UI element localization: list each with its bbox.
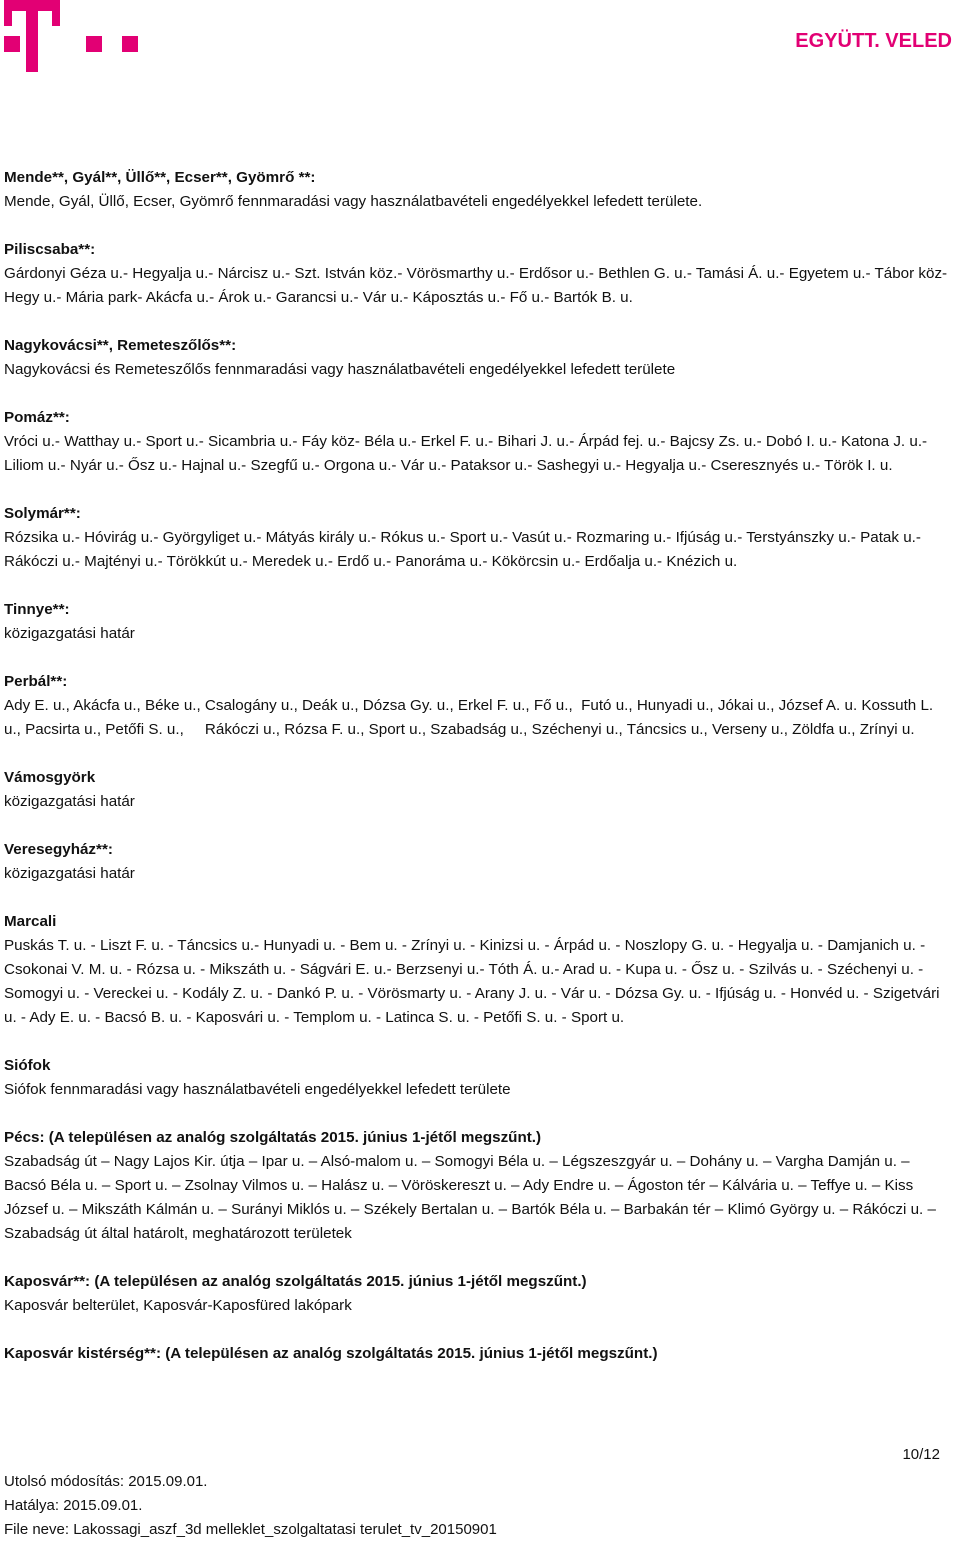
- section-body: közigazgatási határ: [4, 865, 135, 882]
- section-title: Pomáz**:: [4, 409, 70, 426]
- section-title: Perbál**:: [4, 673, 68, 690]
- section-body: Rózsika u.- Hóvirág u.- Györgyliget u.- Mátyás király u.- Rókus u.- Sport u.- Vasút u.- Rozmaring u.- Ifjúság u.- Terstyánszky u.- Patak u.- Rákóczi u.- Majtényi u.- Törökkút u.- Meredek u.- Erdő u.- Panoráma u.- Kökörcsin u.- Erdőalja u.- Knézich u.: [4, 529, 921, 570]
- section-marcali: [4, 910, 948, 1030]
- section-title: Veresegyház**:: [4, 841, 113, 858]
- section-body: Nagykovácsi és Remeteszőlős fennmaradási vagy használatbavételi engedélyekkel lefedett területe: [4, 361, 676, 378]
- section-title: Mende**, Gyál**, Üllő**, Ecser**, Gyömrő **:: [4, 169, 316, 186]
- file-name: File neve: Lakossagi_aszf_3d melleklet_szolgaltatasi terulet_tv_20150901: [4, 1521, 497, 1538]
- section-title: Kaposvár kistérség**: (A településen az analóg szolgáltatás 2015. június 1-jétől megszűnt.): [4, 1345, 658, 1362]
- section-piliscsaba: [4, 238, 948, 310]
- section-body: közigazgatási határ: [4, 793, 135, 810]
- section-vamosgyork: [4, 766, 948, 814]
- section-title: Solymár**:: [4, 505, 81, 522]
- last-modified-date: Utolsó módosítás: 2015.09.01.: [4, 1473, 208, 1490]
- section-body: Kaposvár belterület, Kaposvár-Kaposfüred lakópark: [4, 1297, 352, 1314]
- section-body: Gárdonyi Géza u.- Hegyalja u.- Nárcisz u.- Szt. István köz.- Vörösmarthy u.- Erdősor u.- Bethlen G. u.- Tamási Á. u.- Egyetem u.- Tábor köz- Hegy u.- Mária park- Akácfa u.- Árok u.- Garancsi u.- Vár u.- Káposztás u.- Fő u.- Bartók B. u.: [4, 265, 948, 306]
- brand-slogan: EGYÜTT. VELED: [795, 30, 952, 52]
- section-title: Pécs: (A településen az analóg szolgáltatás 2015. június 1-jétől megszűnt.): [4, 1129, 542, 1146]
- section-perbal: [4, 670, 948, 742]
- section-mende: [4, 166, 948, 214]
- section-nagykovacsi: [4, 334, 948, 382]
- coverage-area-list: [4, 166, 948, 1390]
- section-title: Piliscsaba**:: [4, 241, 96, 258]
- section-body: Mende, Gyál, Üllő, Ecser, Gyömrő fennmaradási vagy használatbavételi engedélyekkel lefedett területe.: [4, 193, 703, 210]
- page-number: 10/12: [902, 1446, 940, 1463]
- effective-date: Hatálya: 2015.09.01.: [4, 1497, 143, 1514]
- section-veresegyhaz: [4, 838, 948, 886]
- section-body: Ady E. u., Akácfa u., Béke u., Csalogány u., Deák u., Dózsa Gy. u., Erkel F. u., Fő u., Futó u., Hunyadi u., Jókai u., József A. u. Kossuth L. u., Pacsirta u., Petőfi S. u., Rákóczi u., Rózsa F. u., Sport u., Szabadság u., Széchenyi u., Táncsics u., Verseny u., Zöldfa u., Zrínyi u.: [4, 697, 938, 738]
- section-title: Tinnye**:: [4, 601, 70, 618]
- section-body: közigazgatási határ: [4, 625, 135, 642]
- section-siofok: [4, 1054, 948, 1102]
- telekom-logo-icon: [0, 0, 150, 80]
- section-pecs: [4, 1126, 948, 1246]
- section-body: Siófok fennmaradási vagy használatbavételi engedélyekkel lefedett területe: [4, 1081, 511, 1098]
- section-kaposvar: [4, 1270, 948, 1318]
- section-body: Puskás T. u. - Liszt F. u. - Táncsics u.- Hunyadi u. - Bem u. - Zrínyi u. - Kinizsi u. - Árpád u. - Noszlopy G. u. - Hegyalja u. - Damjanich u. - Csokonai V. M. u. - Rózsa u. - Mikszáth u. - Ságvári E. u.- Berzsenyi u.- Tóth Á. u.- Arad u. - Kupa u. - Ősz u. - Szilvás u. - Széchenyi u. - Somogyi u. - Vereckei u. - Kodály Z. u. - Dankó P. u. - Vörösmarty u. - Arany J. u. - Vár u. - Dózsa Gy. u. - Ifjúság u. - Honvéd u. - Szigetvári u. - Ady E. u. - Bacsó B. u. - Kaposvári u. - Templom u. - Latinca S. u. - Petőfi S. u. - Sport u.: [4, 937, 940, 1026]
- section-tinnye: [4, 598, 948, 646]
- section-pomaz: [4, 406, 948, 478]
- section-title: Siófok: [4, 1057, 51, 1074]
- section-solymar: [4, 502, 948, 574]
- section-title: Nagykovácsi**, Remeteszőlős**:: [4, 337, 237, 354]
- section-body: Vróci u.- Watthay u.- Sport u.- Sicambria u.- Fáy köz- Béla u.- Erkel F. u.- Bihari J. u.- Árpád fej. u.- Bajcsy Zs. u.- Dobó I. u.- Katona J. u.- Liliom u.- Nyár u.- Ősz u.- Hajnal u.- Szegfű u.- Orgona u.- Vár u.- Pataksor u.- Sashegyi u.- Hegyalja u.- Cseresznyés u.- Török I. u.: [4, 433, 928, 474]
- section-kaposvar-kisterseg: [4, 1342, 948, 1366]
- section-title: Kaposvár**: (A településen az analóg szolgáltatás 2015. június 1-jétől megszűnt.): [4, 1273, 587, 1290]
- section-body: Szabadság út – Nagy Lajos Kir. útja – Ipar u. – Alsó-malom u. – Somogyi Béla u. – Légszeszgyár u. – Dohány u. – Vargha Damján u. – Bacsó Béla u. – Sport u. – Zsolnay Vilmos u. – Halász u. – Vöröskereszt u. – Ady Endre u. – Ágoston tér – Kálvária u. – Teffye u. – Kiss József u. – Mikszáth Kálmán u. – Surányi Miklós u. – Székely Bertalan u. – Bartók Béla u. – Barbakán tér – Klimó György u. – Rákóczi u. – Szabadság út által határolt, meghatározott területek: [4, 1153, 936, 1242]
- section-title: Vámosgyörk: [4, 769, 96, 786]
- document-footer: [4, 1470, 497, 1542]
- section-title: Marcali: [4, 913, 57, 930]
